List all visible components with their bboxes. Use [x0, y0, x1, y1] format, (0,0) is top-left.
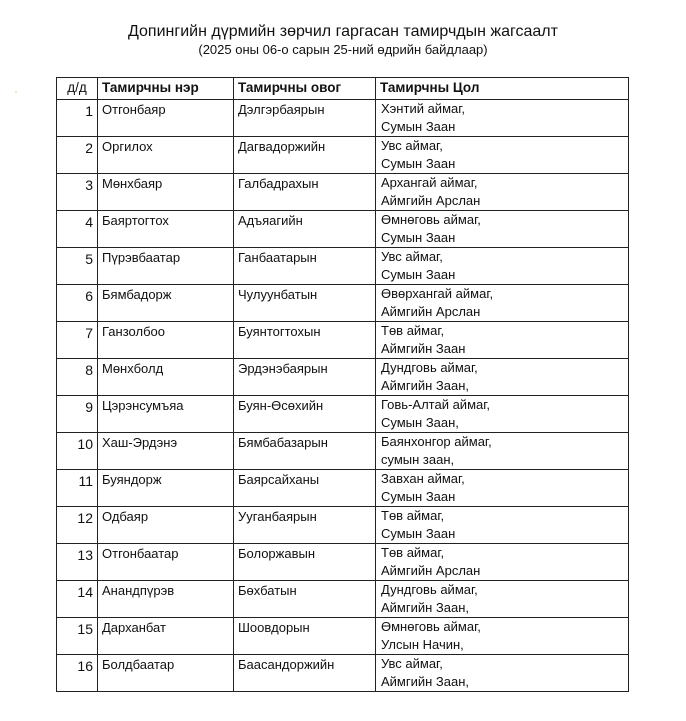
header-name: Тамирчны нэр — [98, 78, 234, 100]
athlete-name: Болдбаатар — [98, 655, 234, 692]
athlete-name: Ганзолбоо — [98, 322, 234, 359]
rank-province: Өмнөговь аймаг, — [381, 212, 481, 227]
row-number: 8 — [57, 359, 98, 396]
table-row — [57, 137, 629, 174]
rank-title: Сумын Заан — [381, 156, 456, 171]
athlete-rank — [376, 507, 629, 544]
header-number: д/д — [57, 78, 98, 100]
athlete-rank — [376, 285, 629, 322]
rank-province: Өмнөговь аймаг, — [381, 619, 481, 634]
rank-province: Увс аймаг, — [381, 138, 443, 153]
rank-title: Аймгийн Арслан — [381, 563, 481, 578]
row-number: 14 — [57, 581, 98, 618]
row-number: 2 — [57, 137, 98, 174]
athlete-name: Одбаяр — [98, 507, 234, 544]
table-row — [57, 618, 629, 655]
table-row — [57, 396, 629, 433]
rank-title: Аймгийн Заан, — [381, 600, 470, 615]
rank-province: Архангай аймаг, — [381, 175, 478, 190]
athlete-rank — [376, 470, 629, 507]
athlete-rank — [376, 433, 629, 470]
header-surname: Тамирчны овог — [234, 78, 376, 100]
table-row — [57, 100, 629, 137]
athlete-surname: Эрдэнэбаярын — [234, 359, 376, 396]
athlete-name: Буяндорж — [98, 470, 234, 507]
athlete-surname: Бөхбатын — [234, 581, 376, 618]
rank-province: Увс аймаг, — [381, 656, 443, 671]
table-row — [57, 322, 629, 359]
athlete-rank — [376, 396, 629, 433]
athlete-name: Дарханбат — [98, 618, 234, 655]
rank-title: Аймгийн Заан — [381, 341, 466, 356]
row-number: 4 — [57, 211, 98, 248]
rank-title: Сумын Заан — [381, 230, 456, 245]
athlete-name: Оргилох — [98, 137, 234, 174]
row-number: 15 — [57, 618, 98, 655]
rank-province: Увс аймаг, — [381, 249, 443, 264]
table-row — [57, 544, 629, 581]
row-number: 11 — [57, 470, 98, 507]
athlete-surname: Ууганбаярын — [234, 507, 376, 544]
athlete-rank — [376, 359, 629, 396]
table-header-row — [57, 78, 629, 100]
athlete-surname: Дэлгэрбаярын — [234, 100, 376, 137]
rank-province: Төв аймаг, — [381, 323, 445, 338]
header-rank: Тамирчны Цол — [376, 78, 629, 100]
row-number: 9 — [57, 396, 98, 433]
athlete-rank — [376, 544, 629, 581]
rank-title: Сумын Заан — [381, 119, 456, 134]
table-row — [57, 211, 629, 248]
athlete-name: Баяртогтох — [98, 211, 234, 248]
athlete-surname: Галбадрахын — [234, 174, 376, 211]
rank-province: Завхан аймаг, — [381, 471, 465, 486]
athlete-name: Анандпүрэв — [98, 581, 234, 618]
rank-title: Улсын Начин, — [381, 637, 464, 652]
athlete-name: Мөнхбаяр — [98, 174, 234, 211]
athlete-surname: Буян-Өсөхийн — [234, 396, 376, 433]
athletes-table — [56, 77, 629, 692]
row-number: 16 — [57, 655, 98, 692]
athlete-rank — [376, 174, 629, 211]
athlete-name: Хаш-Эрдэнэ — [98, 433, 234, 470]
athlete-surname: Буянтогтохын — [234, 322, 376, 359]
table-row — [57, 581, 629, 618]
rank-title: Сумын Заан — [381, 526, 456, 541]
table-row — [57, 285, 629, 322]
athlete-rank — [376, 248, 629, 285]
row-number: 10 — [57, 433, 98, 470]
athlete-rank — [376, 211, 629, 248]
athlete-surname: Баасандоржийн — [234, 655, 376, 692]
table-row — [57, 655, 629, 692]
athlete-surname: Адъяагийн — [234, 211, 376, 248]
rank-province: Говь-Алтай аймаг, — [381, 397, 491, 412]
table-row — [57, 470, 629, 507]
row-number: 13 — [57, 544, 98, 581]
athlete-surname: Ганбаатарын — [234, 248, 376, 285]
rank-title: Сумын Заан, — [381, 415, 459, 430]
row-number: 12 — [57, 507, 98, 544]
row-number: 3 — [57, 174, 98, 211]
row-number: 5 — [57, 248, 98, 285]
row-number: 7 — [57, 322, 98, 359]
table-row — [57, 248, 629, 285]
athlete-name: Цэрэнсумъяа — [98, 396, 234, 433]
table-row — [57, 507, 629, 544]
athlete-surname: Шоовдорын — [234, 618, 376, 655]
table-row — [57, 433, 629, 470]
rank-province: Дундговь аймаг, — [381, 360, 478, 375]
rank-title: Сумын Заан — [381, 489, 456, 504]
athlete-name: Мөнхболд — [98, 359, 234, 396]
rank-title: Аймгийн Заан, — [381, 378, 470, 393]
athlete-name: Бямбадорж — [98, 285, 234, 322]
row-number: 1 — [57, 100, 98, 137]
athlete-name: Отгонбаяр — [98, 100, 234, 137]
athlete-surname: Болоржавын — [234, 544, 376, 581]
athlete-surname: Баярсайханы — [234, 470, 376, 507]
table-row — [57, 174, 629, 211]
rank-province: Төв аймаг, — [381, 545, 445, 560]
rank-province: Дундговь аймаг, — [381, 582, 478, 597]
athlete-name: Пүрэвбаатар — [98, 248, 234, 285]
athlete-rank — [376, 581, 629, 618]
athlete-surname: Бямбабазарын — [234, 433, 376, 470]
table-row — [57, 359, 629, 396]
rank-title: Аймгийн Арслан — [381, 193, 481, 208]
athlete-rank — [376, 322, 629, 359]
row-number: 6 — [57, 285, 98, 322]
athlete-rank — [376, 655, 629, 692]
rank-province: Өвөрхангай аймаг, — [381, 286, 494, 301]
athlete-rank — [376, 100, 629, 137]
rank-province: Хэнтий аймаг, — [381, 101, 465, 116]
athlete-name: Отгонбаатар — [98, 544, 234, 581]
page-title: Допингийн дүрмийн зөрчил гаргасан тамирчдын жагсаалт — [128, 23, 558, 40]
athlete-surname: Чулуунбатын — [234, 285, 376, 322]
scan-speck — [15, 91, 17, 93]
rank-province: Баянхонгор аймаг, — [381, 434, 492, 449]
rank-province: Төв аймаг, — [381, 508, 445, 523]
athlete-surname: Дагвадоржийн — [234, 137, 376, 174]
page-subtitle: (2025 оны 06-о сарын 25-ний өдрийн байдлаар) — [198, 42, 488, 57]
rank-title: Сумын Заан — [381, 267, 456, 282]
rank-title: Аймгийн Заан, — [381, 674, 470, 689]
rank-title: Аймгийн Арслан — [381, 304, 481, 319]
athlete-rank — [376, 618, 629, 655]
athlete-rank — [376, 137, 629, 174]
rank-title: сумын заан, — [381, 452, 455, 467]
